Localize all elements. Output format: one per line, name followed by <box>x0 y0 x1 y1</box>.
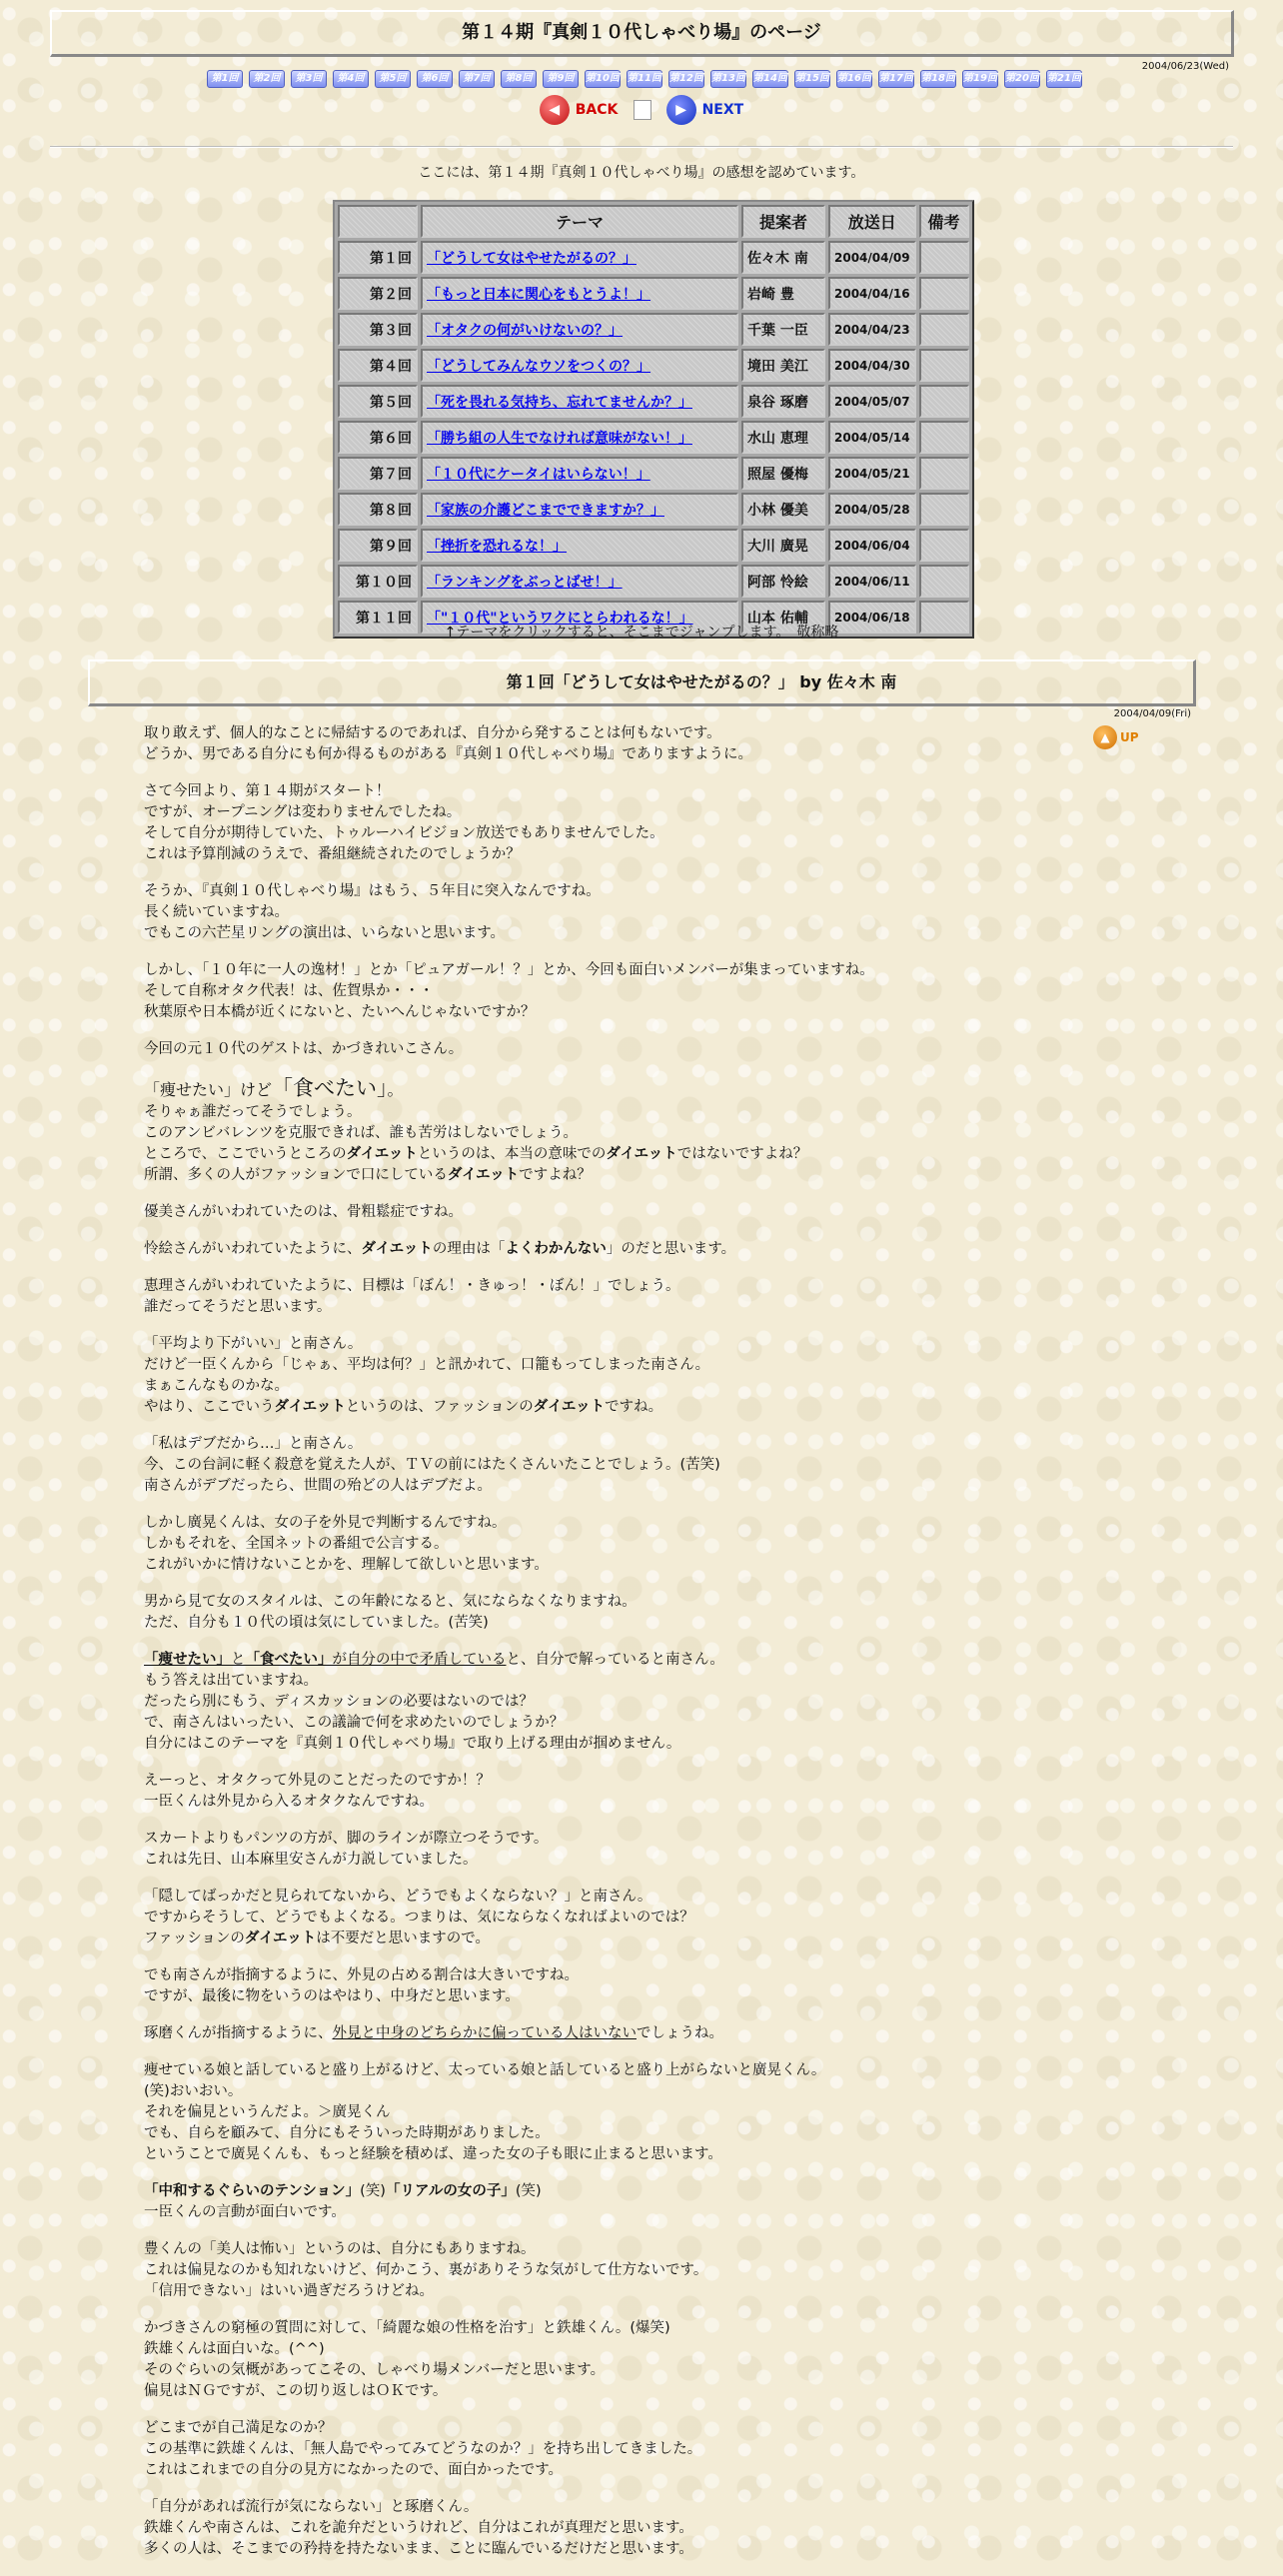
row-num: 第８回 <box>338 493 418 526</box>
paragraph: えーっと、オタクって外見のことだったのですか！？ 一臣くんは外見から入るオタクなんですね。 <box>144 1773 491 1810</box>
paragraph: 痩せている娘と話していると盛り上がるけど、太っている娘と話していると盛り上がらないと廣晃くん。 (笑)おいおい。 それを偏見というんだよ。＞廣晃くん でも、自らを顧みて、自分にもそういった時期がありました。 ということで廣晃くんも、もっと経験を積めば、違った女の子も眼に止まると思います。 <box>144 2062 826 2162</box>
table-row <box>338 565 969 598</box>
episode-link[interactable]: 第5回 <box>375 70 411 88</box>
row-num: 第７回 <box>338 457 418 490</box>
episode-link[interactable]: 第2回 <box>249 70 285 88</box>
table-row <box>338 421 969 454</box>
row-proposer: 岩崎 豊 <box>741 277 825 310</box>
table-row <box>338 385 969 418</box>
arrow-left-icon: ◀ <box>540 95 570 125</box>
paragraph: 「自分があれば流行が気にならない」と琢磨くん。 鉄雄くんや南さんは、これを詭弁だというけれど、自分はこれが真理だと思います。 多くの人は、そこまでの矜持を持たないまま、ことに臨んでいるだけだと思います。 <box>144 2499 693 2557</box>
row-num: 第５回 <box>338 385 418 418</box>
paragraph: 今回の元１０代のゲストは、かづきれいこさん。 <box>144 1041 464 1057</box>
up-label: UP <box>1120 730 1139 744</box>
section-date: 2004/04/09(Fri) <box>1113 708 1191 719</box>
episode-link[interactable]: 第17回 <box>878 70 914 88</box>
paragraph: 「私はデブだから…」と南さん。 今、この台詞に軽く殺意を覚えた人が、ＴＶの前にはたくさんいたことでしょう。(苦笑) 南さんがデブだったら、世間の殆どの人はデブだよ。 <box>144 1436 720 1494</box>
paragraph: 取り敢えず、個人的なことに帰結するのであれば、自分から発することは何もないです。 どうか、男である自分にも何か得るものがある『真剣１０代しゃべり場』でありますように。 <box>144 725 752 762</box>
row-proposer: 照屋 優梅 <box>741 457 825 490</box>
paragraph: 恵理さんがいわれていたように、目標は「ぼん！・きゅっ！・ぼん！」でしょう。 誰だってそうだと思います。 <box>144 1278 680 1315</box>
row-note <box>919 277 969 310</box>
theme-link[interactable]: 「挫折を恐れるな！」 <box>427 538 567 555</box>
next-button[interactable] <box>666 95 744 125</box>
row-note <box>919 529 969 562</box>
arrow-up-icon: ▲ <box>1093 725 1117 749</box>
episode-link[interactable]: 第6回 <box>417 70 453 88</box>
section-header <box>88 659 1196 719</box>
row-proposer: 大川 廣晃 <box>741 529 825 562</box>
paragraph: スカートよりもパンツの方が、脚のラインが際立つそうです。 これは先日、山本麻里安さんが力説していました。 <box>144 1831 549 1868</box>
paragraph: 「痩せたい」と「食べたい」が自分の中で矛盾していると、自分で解っていると南さん。 もう答えは出ていますね。 だったら別にもう、ディスカッションの必要はないのでは？ で、南さんはいったい、この議論で何を求めたいのでしょうか？ 自分にはこのテーマを『真剣１０代しゃべり場』で取り上げる理由が掴めません。 <box>144 1652 724 1752</box>
section-title: 第１回「どうして女はやせたがるの？」 by 佐々木 南 <box>506 672 897 691</box>
row-num: 第４回 <box>338 349 418 382</box>
row-proposer: 小林 優美 <box>741 493 825 526</box>
page-date: 2004/06/23(Wed) <box>1141 61 1229 72</box>
episode-link[interactable]: 第4回 <box>333 70 369 88</box>
arrow-right-icon: ▶ <box>666 95 696 125</box>
paragraph: 「中和するぐらいのテンション」(笑)「リアルの女の子」(笑) 一臣くんの言動が面白いです。 <box>144 2183 542 2220</box>
row-date: 2004/05/28 <box>828 493 916 526</box>
row-note <box>919 457 969 490</box>
paragraph: そうか、『真剣１０代しゃべり場』はもう、５年目に突入なんですね。 長く続いていますね。 でもこの六芒星リングの演出は、いらないと思います。 <box>144 883 601 941</box>
row-num: 第１０回 <box>338 565 418 598</box>
back-next-nav <box>0 95 1283 125</box>
theme-link[interactable]: 「オタクの何がいけないの？」 <box>427 322 623 339</box>
episode-link[interactable]: 第10回 <box>585 70 621 88</box>
paragraph: 琢磨くんが指摘するように、外見と中身のどちらかに偏っている人はいないでしょうね。 <box>144 2025 723 2041</box>
paragraph: 「隠してばっかだと見られてないから、どうでもよくならない？」と南さん。 ですからそうして、どうでもよくなる。つまりは、気にならなくなればよいのでは？ ファッションのダイエットは不要だと思いますので。 <box>144 1889 694 1946</box>
row-proposer: 山本 佑輔 <box>741 601 825 634</box>
episode-link[interactable]: 第16回 <box>836 70 872 88</box>
table-header-row <box>338 205 969 238</box>
episode-link[interactable]: 第18回 <box>920 70 956 88</box>
row-date: 2004/05/14 <box>828 421 916 454</box>
theme-link[interactable]: 「もっと日本に関心をもとうよ！」 <box>427 286 650 303</box>
back-label: BACK <box>575 102 619 118</box>
episode-link[interactable]: 第9回 <box>543 70 579 88</box>
row-num: 第６回 <box>338 421 418 454</box>
row-num: 第１回 <box>338 241 418 274</box>
broken-image-icon <box>634 100 651 120</box>
row-date: 2004/05/07 <box>828 385 916 418</box>
row-proposer: 佐々木 南 <box>741 241 825 274</box>
paragraph: でも南さんが指摘するように、外見の占める割合は大きいですね。 ですが、最後に物をいうのはやはり、中身だと思います。 <box>144 1967 579 2004</box>
page-header <box>50 10 1234 72</box>
paragraph: 「平均より下がいい」と南さん。 だけど一臣くんから「じゃぁ、平均は何？」と訊かれて、口籠もってしまった南さん。 まぁこんなものかな。 やはり、ここでいうダイエットというのは、ファッションのダイエットですね。 <box>144 1336 710 1415</box>
theme-link[interactable]: 「家族の介護どこまでできますか？」 <box>427 502 664 519</box>
paragraph: どこまでが自己満足なのか？ この基準に鉄雄くんは、「無人島でやってみてどうなのか？」を持ち出してきました。 これはこれまでの自分の見方になかったので、面白かったです。 <box>144 2420 702 2478</box>
row-note <box>919 313 969 346</box>
row-date: 2004/06/18 <box>828 601 916 634</box>
row-date: 2004/04/16 <box>828 277 916 310</box>
col-num <box>338 205 418 238</box>
row-proposer: 境田 美江 <box>741 349 825 382</box>
paragraph: 怜絵さんがいわれていたように、ダイエットの理由は「よくわかんない」のだと思います。 <box>144 1241 736 1257</box>
row-proposer: 千葉 一臣 <box>741 313 825 346</box>
episode-link[interactable]: 第3回 <box>291 70 327 88</box>
theme-link[interactable]: 「"１０代"というワクにとらわれるな！」 <box>427 610 693 627</box>
theme-link[interactable]: 「死を畏れる気持ち、忘れてませんか？」 <box>427 394 692 411</box>
row-note <box>919 349 969 382</box>
theme-link[interactable]: 「ランキングをぶっとばせ！」 <box>427 574 623 591</box>
row-num: 第１１回 <box>338 601 418 634</box>
paragraph: かづきさんの窮極の質問に対して、「綺麗な娘の性格を治す」と鉄雄くん。(爆笑) 鉄雄くんは面白いな。(^^) そのぐらいの気概があってこその、しゃべり場メンバーだと思います。 偏見はＮＧですが、この切り返しはＯＫです。 <box>144 2320 670 2399</box>
episode-link[interactable]: 第11回 <box>627 70 662 88</box>
theme-link[interactable]: 「勝ち組の人生でなければ意味がない！」 <box>427 430 692 447</box>
paragraph: 豊くんの「美人は怖い」というのは、自分にもありますね。 これは偏見なのかも知れないけど、何かこう、裏がありそうな気がして仕方ないです。 「信用できない」はいい過ぎだろうけどね。 <box>144 2241 708 2299</box>
row-note <box>919 385 969 418</box>
episode-nav <box>170 70 1119 88</box>
paragraph: 優美さんがいわれていたのは、骨粗鬆症ですね。 <box>144 1204 463 1220</box>
row-num: 第９回 <box>338 529 418 562</box>
row-note <box>919 241 969 274</box>
paragraph: さて今回より、第１４期がスタート！ ですが、オープニングは変わりませんでしたね。 そして自分が期待していた、トゥルーハイビジョン放送でもありませんでした。 これは予算削減のうえで、番組継続されたのでしょうか？ <box>144 783 664 862</box>
episode-link[interactable]: 第13回 <box>710 70 746 88</box>
episode-link[interactable]: 第1回 <box>207 70 243 88</box>
review-body <box>144 723 1143 2576</box>
episode-link[interactable]: 第20回 <box>1004 70 1040 88</box>
theme-link[interactable]: 「どうして女はやせたがるの？」 <box>427 250 637 267</box>
row-date: 2004/06/11 <box>828 565 916 598</box>
row-proposer: 阿部 怜絵 <box>741 565 825 598</box>
row-num: 第３回 <box>338 313 418 346</box>
table-row <box>338 457 969 490</box>
paragraph: しかし廣晃くんは、女の子を外見で判断するんですね。 しかもそれを、全国ネットの番組で公言する。 これがいかに情けないことかを、理解して欲しいと思います。 <box>144 1515 549 1573</box>
row-num: 第２回 <box>338 277 418 310</box>
row-date: 2004/04/30 <box>828 349 916 382</box>
episode-link[interactable]: 第7回 <box>459 70 495 88</box>
table-row <box>338 493 969 526</box>
row-date: 2004/04/23 <box>828 313 916 346</box>
row-date: 2004/05/21 <box>828 457 916 490</box>
row-note <box>919 421 969 454</box>
topic-table <box>333 200 974 639</box>
col-proposer: 提案者 <box>741 205 825 238</box>
theme-link[interactable]: 「１０代にケータイはいらない！」 <box>427 466 650 483</box>
paragraph: 男から見て女のスタイルは、この年齢になると、気にならなくなりますね。 ただ、自分も１０代の頃は気にしていました。(苦笑) <box>144 1594 637 1631</box>
episode-link[interactable]: 第14回 <box>752 70 788 88</box>
row-date: 2004/06/04 <box>828 529 916 562</box>
row-proposer: 水山 恵理 <box>741 421 825 454</box>
page-title: 第１４期『真剣１０代しゃべり場』のページ <box>462 22 821 43</box>
col-theme: テーマ <box>421 205 738 238</box>
table-row <box>338 313 969 346</box>
row-date: 2004/04/09 <box>828 241 916 274</box>
row-note <box>919 493 969 526</box>
episode-link[interactable]: 第8回 <box>501 70 537 88</box>
intro-text: ここには、第１４期『真剣１０代しゃべり場』の感想を認めています。 <box>418 165 865 181</box>
theme-link[interactable]: 「どうしてみんなウソをつくの？」 <box>427 358 650 375</box>
episode-link[interactable]: 第12回 <box>668 70 704 88</box>
table-row <box>338 241 969 274</box>
col-date: 放送日 <box>828 205 916 238</box>
row-note <box>919 565 969 598</box>
episode-link[interactable]: 第15回 <box>794 70 830 88</box>
table-hint: ↑テーマをクリックすると、そこまでジャンプします。 敬称略 <box>444 625 839 641</box>
back-button[interactable] <box>540 95 619 125</box>
episode-link[interactable]: 第21回 <box>1046 70 1082 88</box>
episode-link[interactable]: 第19回 <box>962 70 998 88</box>
table-row <box>338 349 969 382</box>
paragraph: そりゃぁ誰だってそうでしょう。 このアンビバレンツを克服できれば、誰も苦労はしないでしょう。 ところで、ここでいうところのダイエットというのは、本当の意味でのダイエットではないですよね？ 所謂、多くの人がファッションで口にしているダイエットですよね？ <box>144 1104 808 1183</box>
paragraph: 「痩せたい」けど「食べたい」。 <box>144 1076 404 1100</box>
table-row <box>338 529 969 562</box>
next-label: NEXT <box>701 102 744 118</box>
table-row <box>338 277 969 310</box>
paragraph: しかし、「１０年に一人の逸材！」とか「ピュアガール！？」とか、今回も面白いメンバーが集まっていますね。 そして自称オタク代表！は、佐賀県か・・・ 秋葉原や日本橋が近くにないと、たいへんじゃないですか？ <box>144 962 874 1020</box>
row-proposer: 泉谷 琢磨 <box>741 385 825 418</box>
col-note: 備考 <box>919 205 969 238</box>
divider <box>50 146 1233 148</box>
